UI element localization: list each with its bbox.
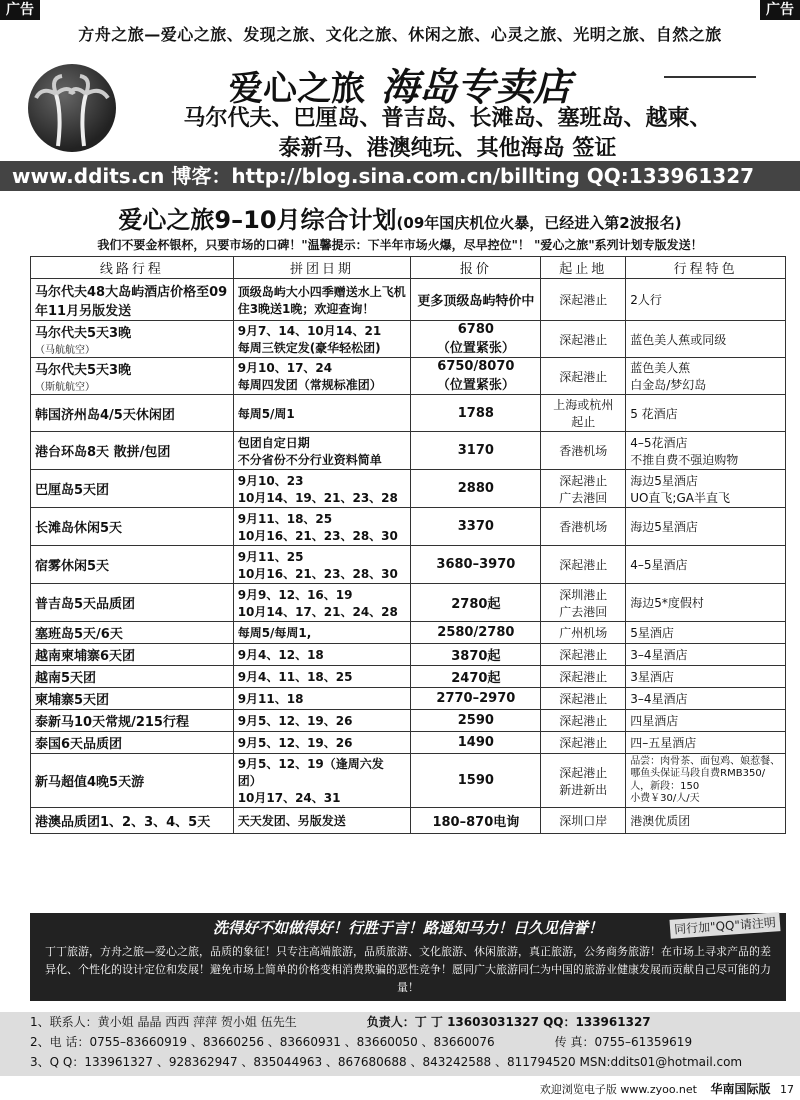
plan-title-text: 爱心之旅9–10月综合计划 xyxy=(118,206,397,234)
price-cell-text: 1788 xyxy=(457,405,494,421)
route-cell xyxy=(31,732,234,754)
route-cell xyxy=(31,395,234,432)
price-cell xyxy=(411,432,541,470)
feature-cell xyxy=(626,279,786,321)
table-row xyxy=(31,732,786,754)
table-row xyxy=(31,622,786,644)
promo-box xyxy=(30,913,786,1001)
feature-cell xyxy=(626,732,786,754)
airline-note: （斯航航空） xyxy=(35,382,95,393)
dates-cell-text: 每周5/周1 xyxy=(237,406,295,421)
route-cell-text: 马尔代夫5天3晚 xyxy=(35,326,132,341)
feature-cell-text: 海边5*度假村 xyxy=(630,596,704,610)
dates-cell-text: 9月7、14、10月14、21 每周三铁定发(豪华轻松团) xyxy=(237,324,382,355)
price-cell-text: 3170 xyxy=(457,443,494,458)
table-row xyxy=(31,584,786,622)
price-cell-text: 2880 xyxy=(457,481,494,496)
place-cell-text: 香港机场 xyxy=(559,444,608,458)
route-cell xyxy=(31,622,234,644)
place-cell-text: 深起港止 广去港回 xyxy=(559,473,608,505)
route-cell xyxy=(31,546,234,584)
dates-cell-text: 9月11、25 10月16、21、23、28、30 xyxy=(237,549,398,581)
page-number: 17 xyxy=(780,1083,794,1096)
route-cell-text: 马尔代夫48大岛屿酒店价格至09年11月另版发送 xyxy=(35,284,228,319)
price-cell xyxy=(411,808,541,834)
place-cell xyxy=(541,644,626,666)
promo-text: 丁丁旅游，方舟之旅—爱心之旅，品质的象征！只专注高端旅游，品质旅游、文化旅游、休闲旅游，真正旅游，公务商务旅游！在市场上寻求产品的差异化、个性化的设计定位和发展！避免市场上简单的价格变相消费欺骗的恶性竞争！愿同广大旅游同仁为中国的旅游业健康发展而贡献自己尽可能的力量！ xyxy=(45,945,771,994)
dates-cell xyxy=(233,508,411,546)
dates-cell-text: 顶级岛屿大小四季赠送水上飞机住3晚送1晚；欢迎查询！ xyxy=(237,284,406,316)
route-cell-text: 越南柬埔寨6天团 xyxy=(35,649,136,664)
price-cell-text: 6750/8070 （位置紧张） xyxy=(436,359,515,393)
place-cell xyxy=(541,688,626,710)
feature-cell-text: 4–5花酒店 不推自费不强迫购物 xyxy=(630,435,739,467)
brand-name: 爱心之旅 xyxy=(228,69,365,109)
contact-manager: 负责人：丁 丁 13603031327 QQ：133961327 xyxy=(366,1015,651,1029)
contact-line-1 xyxy=(30,1012,800,1032)
contact-fax: 传 真：0755–61359619 xyxy=(554,1035,693,1049)
column-header: 起止地 xyxy=(541,257,626,279)
dates-cell xyxy=(233,584,411,622)
route-cell xyxy=(31,754,234,808)
price-cell xyxy=(411,358,541,395)
column-header: 拼团日期 xyxy=(233,257,411,279)
feature-cell xyxy=(626,395,786,432)
feature-cell-text: 港澳优质团 xyxy=(630,814,691,828)
place-cell-text: 深起港止 新进新出 xyxy=(559,765,608,797)
dates-cell-text: 9月11、18 xyxy=(237,692,304,706)
place-cell xyxy=(541,279,626,321)
price-cell xyxy=(411,754,541,808)
route-cell-text: 巴厘岛5天团 xyxy=(35,483,110,498)
place-cell xyxy=(541,754,626,808)
place-cell-text: 深起港止 xyxy=(559,692,608,706)
price-cell xyxy=(411,666,541,688)
feature-cell-text: 四–五星酒店 xyxy=(630,736,697,750)
dates-cell-text: 9月5、12、19、26 xyxy=(237,714,353,728)
place-cell-text: 深起港止 xyxy=(559,736,608,750)
table-row xyxy=(31,508,786,546)
feature-cell xyxy=(626,546,786,584)
contact-line-3: 3、Q Q：133961327 、928362947 、835044963 、867680688 、843242588 、811794520 MSN:ddits01@hotmail.com xyxy=(30,1055,743,1069)
dates-cell xyxy=(233,358,411,395)
route-cell-text: 普吉岛5天品质团 xyxy=(35,597,136,612)
dates-cell xyxy=(233,808,411,834)
place-cell xyxy=(541,732,626,754)
route-cell-text: 泰新马10天常规/215行程 xyxy=(35,715,189,730)
route-cell-text: 港台环岛8天 散拼/包团 xyxy=(35,445,171,460)
route-cell xyxy=(31,321,234,358)
route-cell-text: 塞班岛5天/6天 xyxy=(35,627,123,642)
price-cell-text: 1590 xyxy=(457,773,494,788)
table-row xyxy=(31,432,786,470)
price-cell xyxy=(411,644,541,666)
table-row xyxy=(31,395,786,432)
route-cell xyxy=(31,666,234,688)
route-cell xyxy=(31,470,234,508)
feature-cell xyxy=(626,432,786,470)
route-cell-text: 长滩岛休闲5天 xyxy=(35,521,123,536)
place-cell-text: 深圳港止 广去港回 xyxy=(559,587,608,619)
feature-cell xyxy=(626,688,786,710)
feature-cell-text: 四星酒店 xyxy=(630,714,679,728)
dates-cell-text: 9月4、12、18 xyxy=(237,648,324,662)
place-cell xyxy=(541,666,626,688)
place-cell xyxy=(541,546,626,584)
plan-title xyxy=(0,200,800,235)
price-cell-text: 1490 xyxy=(457,735,494,750)
route-cell-text: 马尔代夫5天3晚 xyxy=(35,363,132,378)
contact-line-2 xyxy=(30,1032,800,1052)
table-row xyxy=(31,666,786,688)
route-cell-text: 越南5天团 xyxy=(35,671,97,686)
feature-cell-text: 蓝色美人蕉或同级 xyxy=(630,332,727,347)
route-cell-text: 韩国济州岛4/5天休闲团 xyxy=(35,407,175,423)
price-cell xyxy=(411,470,541,508)
table-body xyxy=(31,279,786,834)
table-header xyxy=(31,257,786,279)
route-cell xyxy=(31,358,234,395)
feature-cell-text: 4–5星酒店 xyxy=(630,558,688,572)
table-row xyxy=(31,321,786,358)
feature-cell xyxy=(626,666,786,688)
price-cell xyxy=(411,279,541,321)
divider xyxy=(664,76,756,78)
page-footer xyxy=(540,1080,794,1097)
column-header: 报价 xyxy=(411,257,541,279)
website-bar: www.ddits.cn 博客：http://blog.sina.com.cn/billting QQ:133961327 xyxy=(0,161,800,191)
dates-cell xyxy=(233,546,411,584)
price-cell xyxy=(411,508,541,546)
table-row xyxy=(31,470,786,508)
feature-cell-text: 5星酒店 xyxy=(630,626,674,640)
dates-cell-text: 9月10、17、24 每周四发团（常规标准团） xyxy=(237,361,382,392)
place-cell xyxy=(541,470,626,508)
dates-cell-text: 9月11、18、25 10月16、21、23、28、30 xyxy=(237,511,398,543)
feature-cell-text: 海边5星酒店 xyxy=(630,520,698,534)
place-cell-text: 广州机场 xyxy=(559,626,608,640)
feature-cell xyxy=(626,508,786,546)
route-cell xyxy=(31,584,234,622)
dates-cell-text: 天天发团、另版发送 xyxy=(237,814,346,828)
price-cell-text: 6780 （位置紧张） xyxy=(436,322,515,356)
feature-cell xyxy=(626,622,786,644)
promo-slogan: 洗得好不如做得好！行胜于言！路遥知马力！日久见信誉！ xyxy=(212,919,603,937)
place-cell xyxy=(541,710,626,732)
table-row xyxy=(31,358,786,395)
dates-cell xyxy=(233,279,411,321)
feature-cell xyxy=(626,470,786,508)
ad-tag-left: 广告 xyxy=(0,0,40,20)
place-cell xyxy=(541,432,626,470)
feature-cell-text: 5 花酒店 xyxy=(630,406,678,421)
dates-cell-text: 9月5、12、19、26 xyxy=(237,736,353,750)
feature-cell xyxy=(626,584,786,622)
dates-cell xyxy=(233,666,411,688)
price-cell-text: 3870起 xyxy=(451,649,501,664)
feature-cell-text: 3–4星酒店 xyxy=(630,648,688,662)
place-cell xyxy=(541,321,626,358)
feature-cell-text: 蓝色美人蕉 白金岛/梦幻岛 xyxy=(630,361,707,392)
route-cell-text: 泰国6天品质团 xyxy=(35,737,123,752)
price-cell-text: 180–870电询 xyxy=(432,815,520,830)
price-cell xyxy=(411,321,541,358)
price-cell-text: 2580/2780 xyxy=(437,625,515,640)
price-cell xyxy=(411,395,541,432)
place-cell-text: 香港机场 xyxy=(559,520,608,534)
feature-cell-text: 3–4星酒店 xyxy=(630,692,688,706)
route-cell xyxy=(31,508,234,546)
place-cell xyxy=(541,584,626,622)
dates-cell-text: 9月5、12、19（逢周六发团） 10月17、24、31 xyxy=(237,757,384,805)
place-cell-text: 深起港止 xyxy=(559,714,608,728)
place-cell xyxy=(541,508,626,546)
feature-cell xyxy=(626,644,786,666)
tagline: 我们不要金杯银杯，只要市场的口碑！"温馨提示：下半年市场火爆，尽早控位"！ "爱心之旅"系列计划专版发送！ xyxy=(97,238,703,252)
feature-cell-text: 海边5星酒店 UO直飞;GA半直飞 xyxy=(630,473,730,505)
table-row xyxy=(31,754,786,808)
dates-cell xyxy=(233,644,411,666)
footer-text: 欢迎浏览电子版 www.zyoo.net xyxy=(539,1083,697,1096)
destinations-line-2: 泰新马、港澳纯玩、其他海岛 签证 xyxy=(278,136,617,161)
contact-block xyxy=(0,1012,800,1076)
place-cell-text: 深起港止 xyxy=(559,558,608,572)
place-cell-text: 上海或杭州 起止 xyxy=(553,398,614,429)
series-line: 方舟之旅—爱心之旅、发现之旅、文化之旅、休闲之旅、心灵之旅、光明之旅、自然之旅 xyxy=(78,25,722,44)
place-cell xyxy=(541,808,626,834)
route-cell-text: 港澳品质团1、2、3、4、5天 xyxy=(35,815,211,830)
price-cell-text: 更多顶级岛屿特价中 xyxy=(417,294,535,309)
dates-cell xyxy=(233,754,411,808)
route-cell-text: 宿雾休闲5天 xyxy=(35,559,110,574)
dates-cell xyxy=(233,432,411,470)
column-header: 线路行程 xyxy=(31,257,234,279)
place-cell xyxy=(541,622,626,644)
dates-cell xyxy=(233,622,411,644)
route-cell-text: 新马超值4晚5天游 xyxy=(35,775,145,790)
table-row xyxy=(31,710,786,732)
add-qq-note: 同行加"QQ"请注明 xyxy=(670,912,781,939)
price-cell xyxy=(411,710,541,732)
route-cell xyxy=(31,808,234,834)
place-cell-text: 深起港止 xyxy=(559,369,608,384)
dates-cell-text: 9月4、11、18、25 xyxy=(237,670,353,684)
price-cell-text: 3680–3970 xyxy=(436,557,516,572)
price-cell xyxy=(411,688,541,710)
destinations-line-1: 马尔代夫、巴厘岛、普吉岛、长滩岛、塞班岛、越柬、 xyxy=(183,106,712,131)
contact-phone: 2、电 话：0755–83660919 、83660256 、83660931 、83660050 、83660076 xyxy=(30,1035,495,1049)
dates-cell-text: 包团自定日期 不分省份不分行业资料简单 xyxy=(237,435,382,467)
dates-cell xyxy=(233,732,411,754)
dates-cell xyxy=(233,470,411,508)
contact-people: 1、联系人：黄小姐 晶晶 西西 萍萍 贺小姐 伍先生 xyxy=(30,1015,297,1029)
table-row xyxy=(31,688,786,710)
table-row xyxy=(31,808,786,834)
feature-cell-text: 3星酒店 xyxy=(630,670,674,684)
feature-cell xyxy=(626,321,786,358)
feature-cell xyxy=(626,710,786,732)
price-cell-text: 2770–2970 xyxy=(436,691,516,706)
place-cell xyxy=(541,395,626,432)
table-row xyxy=(31,546,786,584)
price-cell-text: 2780起 xyxy=(451,597,501,612)
place-cell-text: 深起港止 xyxy=(559,332,608,347)
dates-cell xyxy=(233,395,411,432)
route-cell xyxy=(31,710,234,732)
dates-cell xyxy=(233,688,411,710)
place-cell-text: 深起港止 xyxy=(559,670,608,684)
price-cell-text: 2470起 xyxy=(451,671,501,686)
dates-cell xyxy=(233,321,411,358)
dates-cell-text: 9月10、23 10月14、19、21、23、28 xyxy=(237,473,398,505)
feature-cell-text: 2人行 xyxy=(630,293,662,307)
route-cell xyxy=(31,688,234,710)
price-cell xyxy=(411,732,541,754)
plan-note: (09年国庆机位火暴，已经进入第2波报名) xyxy=(396,214,682,232)
price-cell xyxy=(411,584,541,622)
place-cell-text: 深起港止 xyxy=(559,648,608,662)
route-cell xyxy=(31,644,234,666)
brand-store: 海岛专卖店 xyxy=(380,65,571,109)
price-cell xyxy=(411,622,541,644)
route-cell-text: 柬埔寨5天团 xyxy=(35,693,110,708)
itinerary-table xyxy=(30,256,786,834)
table-row xyxy=(31,279,786,321)
place-cell-text: 深起港止 xyxy=(559,293,608,307)
feature-cell-text: 品尝：肉骨茶、面包鸡、娘惹餐、哪鱼头保证马段自费RMB350/人，新段：150 小费￥30/人/天 xyxy=(630,755,781,804)
price-cell-text: 2590 xyxy=(457,713,494,728)
table-row xyxy=(31,644,786,666)
route-cell xyxy=(31,279,234,321)
column-header: 行程特色 xyxy=(626,257,786,279)
place-cell xyxy=(541,358,626,395)
airline-note: （马航航空） xyxy=(35,345,95,356)
dates-cell-text: 9月9、12、16、19 10月14、17、21、24、28 xyxy=(237,587,398,619)
route-cell xyxy=(31,432,234,470)
feature-cell xyxy=(626,358,786,395)
price-cell-text: 3370 xyxy=(457,519,494,534)
feature-cell xyxy=(626,808,786,834)
ad-tag-right: 广告 xyxy=(760,0,800,20)
footer-edition: 华南国际版 xyxy=(710,1082,771,1096)
dates-cell xyxy=(233,710,411,732)
place-cell-text: 深圳口岸 xyxy=(559,814,608,828)
dates-cell-text: 每周5/每周1, xyxy=(237,626,312,640)
feature-cell xyxy=(626,754,786,808)
price-cell xyxy=(411,546,541,584)
